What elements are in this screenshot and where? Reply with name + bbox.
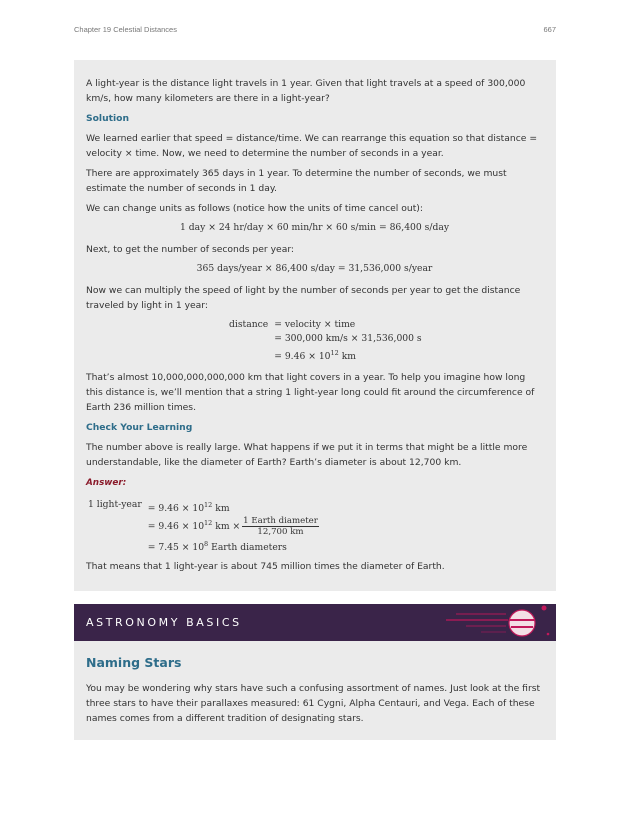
equation-seconds-per-year: 365 days/year × 86,400 s/day = 31,536,000 s/year: [196, 263, 433, 274]
solution-paragraph-1: We learned earlier that speed = distance/time. We can rearrange this equation so that distance = velocity × time. Now, we need to determine the number of seconds in a year.: [86, 133, 538, 159]
solution-paragraph-2: There are approximately 365 days in 1 year. To determine the number of seconds, we must estimate the number of seconds in 1 day.: [86, 168, 507, 194]
page-number: 667: [543, 25, 556, 34]
equation-distance: [229, 318, 422, 364]
planet-decoration-icon: [436, 604, 556, 641]
equation-distance-line-1: = velocity × time: [274, 319, 356, 330]
equation-ly-line-3: = $7.45 \times 10^8$ Earth diameters: [147, 540, 287, 553]
naming-stars-heading: Naming Stars: [86, 655, 182, 670]
solution-paragraph-4: Next, to get the number of seconds per year:: [86, 244, 295, 255]
answer-label: Answer:: [86, 478, 127, 488]
equation-ly-line-2: = $9.46 \times 10^{12}$ km × $\frac{\text{1 Earth diameter}}{12,700 km}$: [147, 516, 318, 537]
equation-earth-diameters: [88, 498, 319, 555]
check-paragraph: The number above is really large. What happens if we put it in terms that might be a little more understandable, like the diameter of Earth? Earth’s diameter is about 12,700 km.: [86, 442, 528, 468]
equation-ly-lhs: 1 light-year: [88, 499, 142, 510]
solution-paragraph-6: That’s almost 10,000,000,000,000 km that light covers in a year. To help you imagine how long this distance is, we’ll mention that a string 1 light-year long could fit around the circumference of Earth 236 million times.: [86, 372, 535, 413]
equation-distance-lhs: distance: [229, 319, 269, 330]
astronomy-basics-title: ASTRONOMY BASICS: [86, 616, 242, 629]
answer-conclusion: That means that 1 light-year is about 745 million times the diameter of Earth.: [86, 561, 445, 572]
equation-distance-line-3: = $9.46 \times 10^{12}$ km: [274, 349, 357, 362]
example-box: [74, 60, 556, 591]
naming-stars-paragraph: You may be wondering why stars have such a confusing assortment of names. Just look at the first three stars to have their parallaxes measured: 61 Cygni, Alpha Centauri, and Vega. Each of these names comes from a different tradition of designating stars.: [86, 683, 541, 724]
solution-label: Solution: [86, 113, 130, 124]
solution-paragraph-3: We can change units as follows (notice how the units of time cancel out):: [86, 203, 423, 214]
astronomy-basics-box: [74, 641, 556, 740]
solution-paragraph-5: Now we can multiply the speed of light by the number of seconds per year to get the distance traveled by light in 1 year:: [86, 285, 521, 311]
astronomy-basics-banner: [74, 604, 556, 641]
running-header: [74, 25, 556, 37]
equation-seconds-per-day: 1 day × 24 hr/day × 60 min/hr × 60 s/min = 86,400 s/day: [179, 222, 450, 233]
chapter-title: Chapter 19 Celestial Distances: [74, 25, 177, 34]
equation-distance-line-2: = 300,000 km/s × 31,536,000 s: [274, 333, 422, 344]
fraction-earth-diameter: $\frac{\text{1 Earth diameter}}{12,700 km}$: [243, 516, 318, 537]
check-your-learning-label: Check Your Learning: [86, 422, 193, 433]
example-question: A light-year is the distance light travels in 1 year. Given that light travels at a speed of 300,000 km/s, how many kilometers are there in a light-year?: [86, 78, 526, 104]
equation-ly-line-1: = $9.46 \times 10^{12}$ km: [147, 501, 230, 514]
